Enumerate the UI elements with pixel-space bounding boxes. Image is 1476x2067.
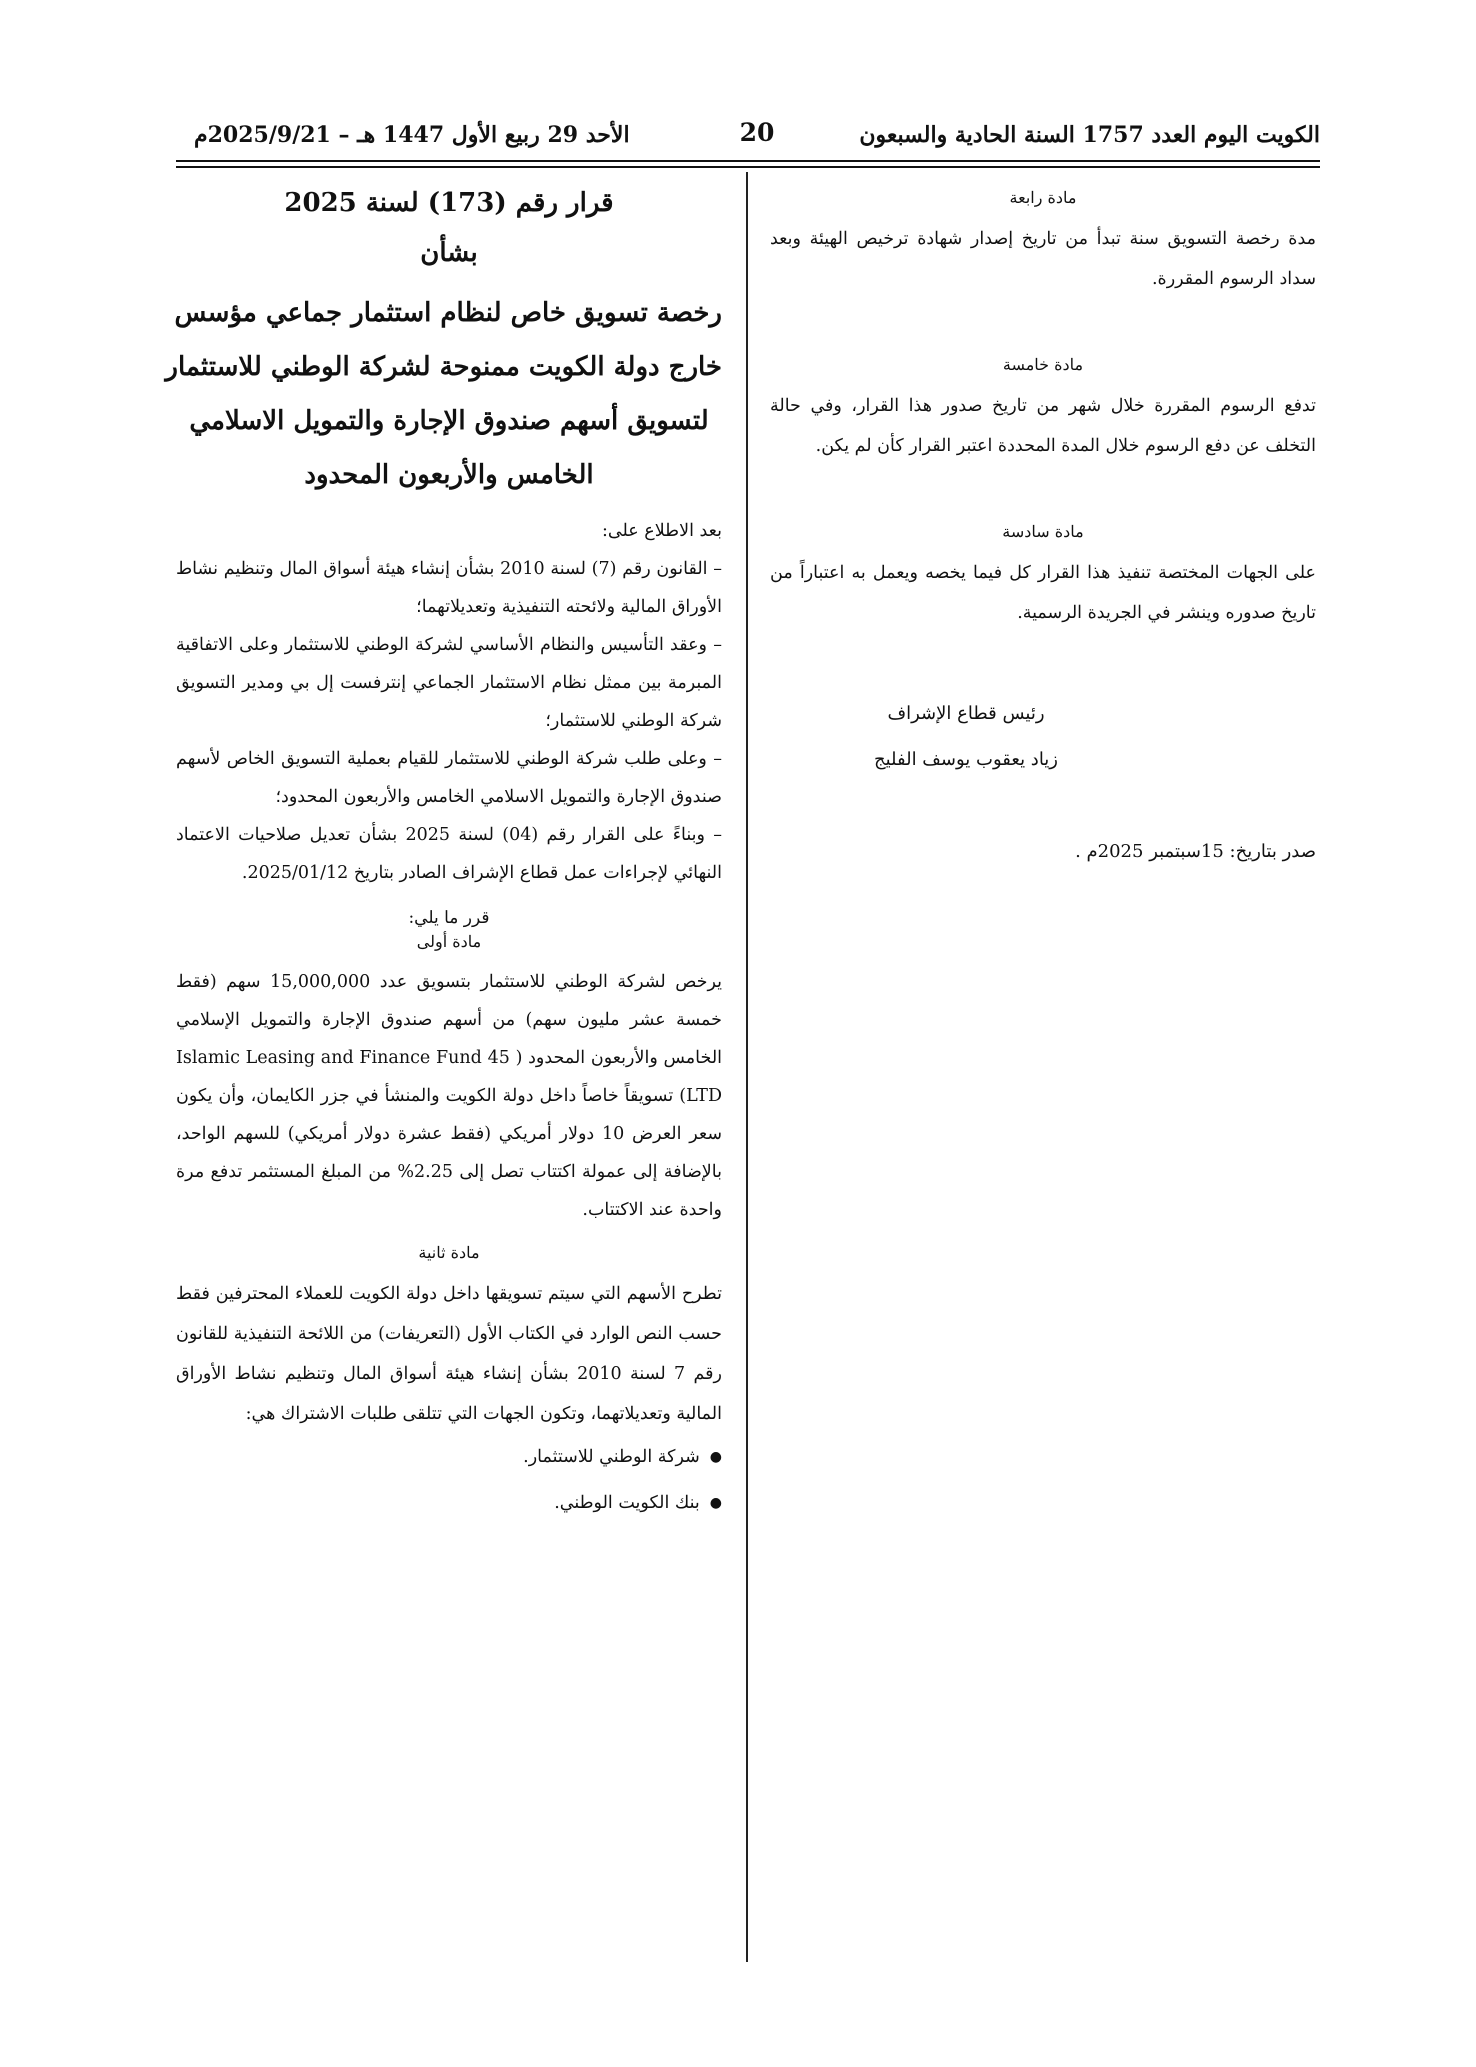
page-number: 20 xyxy=(739,118,775,147)
article5-heading: مادة خامسة xyxy=(1002,355,1084,374)
article4-heading: مادة رابعة xyxy=(1009,188,1077,207)
signatory-title: رئيس قطاع الإشراف xyxy=(887,703,1045,724)
preamble-item: – وعلى طلب شركة الوطني للاستثمار للقيام بعملية التسويق الخاص لأسهم صندوق الإجارة والتمويل الاسلامي الخامس والأربعون المحدود؛ xyxy=(176,749,722,807)
decision-regarding: بشأن xyxy=(420,238,478,268)
gazette-issue-info: الكويت اليوم العدد 1757 السنة الحادية والسبعون xyxy=(859,122,1320,148)
page-header xyxy=(194,118,1320,158)
article5-text: تدفع الرسوم المقررة خلال شهر من تاريخ صدور هذا القرار، وفي حالة التخلف عن دفع الرسوم خلال المدة المحددة اعتبر القرار كأن لم يكن. xyxy=(770,396,1316,456)
preamble-item: – وعقد التأسيس والنظام الأساسي لشركة الوطني للاستثمار وعلى الاتفاقية المبرمة بين ممثل نظام الاستثمار الجماعي إنترفست إل بي ومدير التسويق شركة الوطني للاستثمار؛ xyxy=(176,635,722,731)
header-rule-bottom xyxy=(176,166,1320,168)
list-item-label: بنك الكويت الوطني. xyxy=(554,1493,700,1513)
list-item xyxy=(176,1480,722,1526)
article4-text: مدة رخصة التسويق سنة تبدأ من تاريخ إصدار شهادة ترخيص الهيئة وبعد سداد الرسوم المقررة. xyxy=(770,229,1316,289)
list-item xyxy=(176,1434,722,1480)
signatory-name: زياد يعقوب يوسف الفليج xyxy=(873,749,1059,770)
subject-line: الخامس والأربعون المحدود xyxy=(304,460,594,490)
signature-block xyxy=(846,691,1086,783)
list-item-label: شركة الوطني للاستثمار. xyxy=(523,1447,700,1467)
article6-heading: مادة سادسة xyxy=(1002,522,1084,541)
article1-heading: مادة أولى xyxy=(416,932,482,951)
header-rule-top xyxy=(176,160,1320,162)
right-column xyxy=(770,180,1316,862)
article1-text: يرخص لشركة الوطني للاستثمار بتسويق عدد 15,000,000 سهم (فقط خمسة عشر مليون سهم) من أسهم صندوق الإجارة والتمويل الإسلامي الخامس والأربعون المحدود ( Islamic Leasing and Finance Fund 45 LTD) تسويقاً خاصاً داخل دولة الكويت والمنشأ في جزر الكايمان، وأن يكون سعر العرض 10 دولار أمريكي (فقط عشرة دولار أمريكي) للسهم الواحد، بالإضافة إلى عمولة اكتتاب تصل إلى 2.25% من المبلغ المستثمر تدفع مرة واحدة عند الاكتتاب. xyxy=(176,972,723,1220)
decision-subject xyxy=(165,286,722,502)
preamble-item: – القانون رقم (7) لسنة 2010 بشأن إنشاء هيئة أسواق المال وتنظيم نشاط الأوراق المالية ولائحته التنفيذية وتعديلاتهما؛ xyxy=(176,559,722,617)
issue-date: الأحد 29 ربيع الأول 1447 هـ – 2025/9/21م xyxy=(194,122,630,148)
issue-date-line: صدر بتاريخ: 15سبتمبر 2025م . xyxy=(1075,841,1316,862)
subject-line: لتسويق أسهم صندوق الإجارة والتمويل الاسلامي xyxy=(189,406,709,436)
article6-text: على الجهات المختصة تنفيذ هذا القرار كل فيما يخصه ويعمل به اعتباراً من تاريخ صدوره وينشر في الجريدة الرسمية. xyxy=(770,563,1316,623)
left-column xyxy=(165,180,723,1526)
decision-title: قرار رقم (173) لسنة 2025 xyxy=(284,188,614,218)
bullet-icon: ● xyxy=(709,1449,722,1465)
column-divider xyxy=(746,172,748,1962)
decided-heading: قرر ما يلي: xyxy=(408,908,490,928)
article2-text: تطرح الأسهم التي سيتم تسويقها داخل دولة الكويت للعملاء المحترفين فقط حسب النص الوارد في الكتاب الأول (التعريفات) من اللائحة التنفيذية للقانون رقم 7 لسنة 2010 بشأن إنشاء هيئة أسواق المال وتنظيم نشاط الأوراق المالية وتعديلاتهما، وتكون الجهات التي تتلقى طلبات الاشتراك هي: xyxy=(176,1284,722,1424)
article2-heading: مادة ثانية xyxy=(418,1243,480,1262)
subject-line: رخصة تسويق خاص لنظام استثمار جماعي مؤسس xyxy=(174,298,722,328)
bullet-icon: ● xyxy=(709,1495,722,1511)
preamble-item: – وبناءً على القرار رقم (04) لسنة 2025 بشأن تعديل صلاحيات الاعتماد النهائي لإجراءات عمل قطاع الإشراف الصادر بتاريخ 2025/01/12. xyxy=(176,825,722,883)
preamble-intro: بعد الاطلاع على: xyxy=(602,521,722,541)
subject-line: خارج دولة الكويت ممنوحة لشركة الوطني للاستثمار xyxy=(165,352,722,382)
